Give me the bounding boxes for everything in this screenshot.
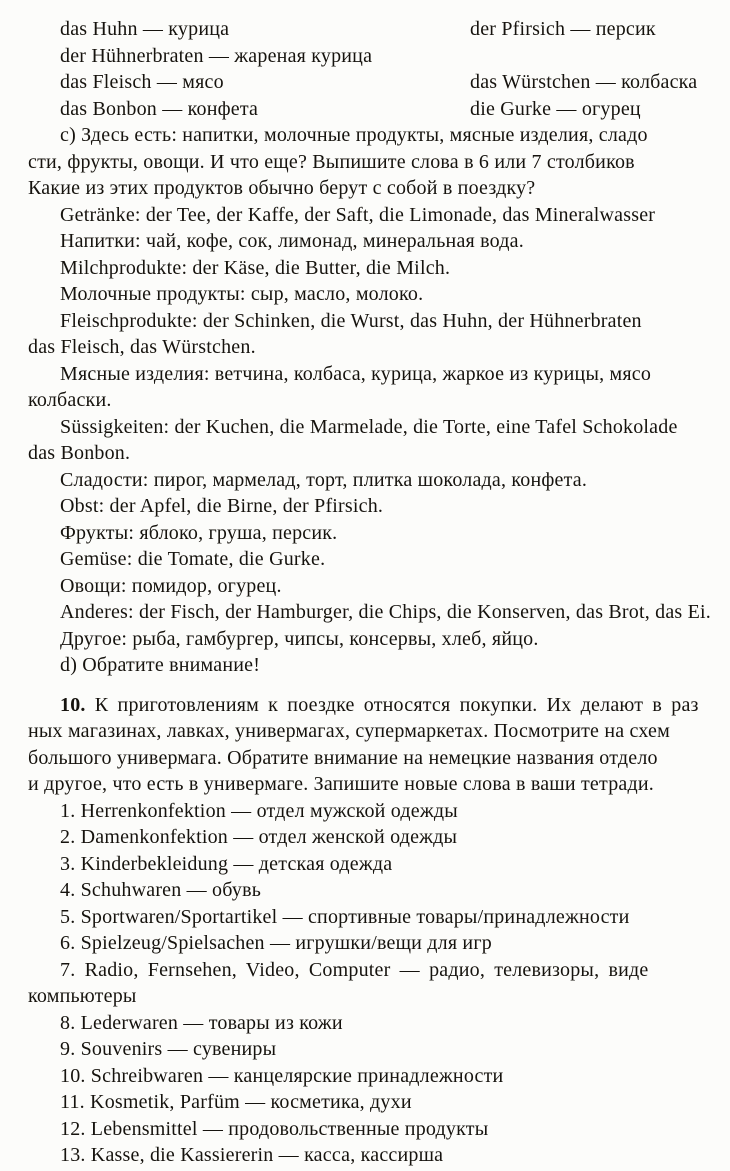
text-line: 9. Souvenirs — сувениры bbox=[60, 1038, 277, 1060]
text-line: колбаски. bbox=[28, 389, 112, 411]
text-line: 7. Radio, Fernsehen, Video, Computer — радио, телевизоры, виде bbox=[60, 958, 649, 981]
text-line: Мясные изделия: ветчина, колбаса, курица, жаркое из курицы, мясо bbox=[60, 362, 652, 385]
vocab-right-entry: der Pfirsich — персик bbox=[470, 18, 656, 40]
vocab-left-entry: das Bonbon — конфета bbox=[60, 97, 259, 120]
text-line: Сладости: пирог, мармелад, торт, плитка шоколада, конфета. bbox=[60, 468, 588, 491]
text-line: сти, фрукты, овощи. И что еще? Выпишите слова в 6 или 7 столбиков bbox=[28, 150, 635, 173]
text-line: большого универмага. Обратите внимание на немецкие названия отдело bbox=[28, 746, 658, 769]
vocab-right-entry: das Würstchen — колбаска bbox=[470, 71, 698, 93]
text-line: Напитки: чай, кофе, сок, лимонад, минеральная вода. bbox=[60, 230, 524, 252]
vocab-pair-row bbox=[28, 96, 730, 123]
text-line: Какие из этих продуктов обычно берут с собой в поездку? bbox=[28, 177, 536, 199]
text-line: d) Обратите внимание! bbox=[60, 654, 261, 676]
vocab-pair-row bbox=[28, 43, 730, 70]
text-line: Milchprodukte: der Käse, die Butter, die Milch. bbox=[60, 256, 451, 279]
text-line: 12. Lebensmittel — продовольственные продукты bbox=[60, 1117, 489, 1140]
vocab-left-entry: der Hühnerbraten — жареная курица bbox=[60, 44, 373, 67]
text-line: и другое, что есть в универмаге. Запишите новые слова в ваши тетради. bbox=[28, 773, 654, 795]
text-line: c) Здесь есть: напитки, молочные продукты, мясные изделия, сладо bbox=[60, 124, 648, 146]
body-text-section bbox=[28, 122, 730, 1169]
text-line: Getränke: der Tee, der Kaffe, der Saft, die Limonade, das Mineralwasser bbox=[60, 203, 656, 226]
text-line: 3. Kinderbekleidung — детская одежда bbox=[60, 852, 393, 875]
text-line: 2. Damenkonfektion — отдел женской одежды bbox=[60, 826, 458, 848]
vocab-pair-row bbox=[28, 16, 730, 43]
text-line: 10. Schreibwaren — канцелярские принадлежности bbox=[60, 1064, 504, 1087]
text-line: Молочные продукты: сыр, масло, молоко. bbox=[60, 283, 424, 305]
vocab-left-entry: das Huhn — курица bbox=[60, 18, 230, 40]
text-line: Fleischprodukte: der Schinken, die Wurst, das Huhn, der Hühnerbraten bbox=[60, 309, 642, 332]
text-line: 8. Lederwaren — товары из кожи bbox=[60, 1011, 343, 1034]
text-line: Другое: рыба, гамбургер, чипсы, консервы, хлеб, яйцо. bbox=[60, 627, 539, 650]
text-line: 13. Kasse, die Kassiererin — касса, кассирша bbox=[60, 1144, 444, 1166]
text-line: 10. К приготовлениям к поездке относятся покупки. Их делают в раз bbox=[60, 693, 699, 716]
text-line: 11. Kosmetik, Parfüm — косметика, духи bbox=[60, 1091, 412, 1113]
text-line: Süssigkeiten: der Kuchen, die Marmelade, die Torte, eine Tafel Schokolade bbox=[60, 415, 678, 438]
text-line: ных магазинах, лавках, универмагах, супермаркетах. Посмотрите на схем bbox=[28, 720, 670, 742]
exercise-number: 10. bbox=[60, 693, 86, 716]
vocab-pairs-section bbox=[28, 16, 730, 122]
text-line: das Bonbon. bbox=[28, 442, 131, 464]
vocab-right-entry: die Gurke — огурец bbox=[470, 97, 641, 120]
text-line: das Fleisch, das Würstchen. bbox=[28, 336, 256, 358]
text-line: Фрукты: яблоко, груша, персик. bbox=[60, 521, 338, 544]
text-line: Gemüse: die Tomate, die Gurke. bbox=[60, 548, 326, 570]
vocab-pair-row bbox=[28, 69, 730, 96]
text-line: 4. Schuhwaren — обувь bbox=[60, 879, 262, 901]
text-line: 5. Sportwaren/Sportartikel — спортивные товары/принадлежности bbox=[60, 905, 630, 928]
text-line: компьютеры bbox=[28, 985, 137, 1007]
text-line: 6. Spielzeug/Spielsachen — игрушки/вещи для игр bbox=[60, 932, 492, 954]
text-line: Obst: der Apfel, die Birne, der Pfirsich. bbox=[60, 495, 384, 517]
text-line: Anderes: der Fisch, der Hamburger, die Chips, die Konserven, das Brot, das Ei. bbox=[60, 601, 711, 623]
text-line: 1. Herrenkonfektion — отдел мужской одежды bbox=[60, 799, 458, 822]
text-line: Овощи: помидор, огурец. bbox=[60, 574, 282, 597]
vocab-left-entry: das Fleisch — мясо bbox=[60, 71, 224, 93]
